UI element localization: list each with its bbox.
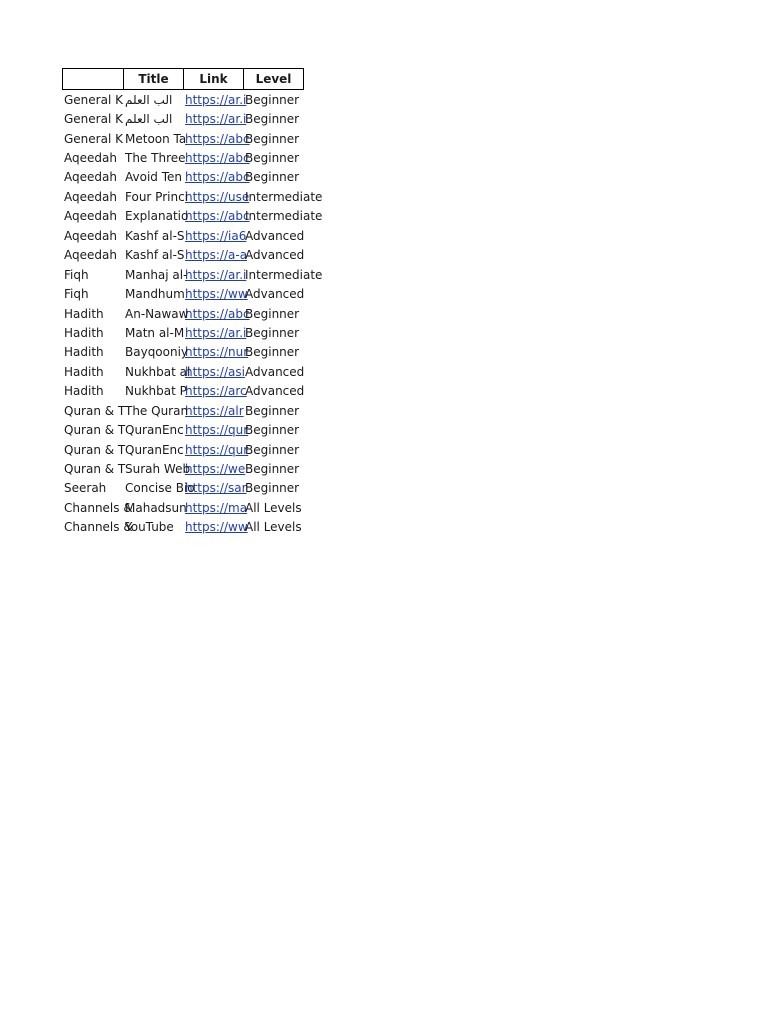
link-cell <box>183 148 250 167</box>
title-cell: Nukhbat P <box>125 384 187 399</box>
resource-link[interactable]: https://alr <box>185 403 244 418</box>
link-cell <box>183 90 247 109</box>
level-cell: Advanced <box>245 248 305 263</box>
table-row <box>62 362 304 381</box>
link-cell <box>183 187 250 206</box>
level-cell: Intermediate <box>245 189 323 204</box>
link-cell <box>183 420 249 439</box>
link-cell <box>183 362 243 381</box>
table-row <box>62 440 304 459</box>
level-cell: Beginner <box>245 345 300 360</box>
link-cell <box>183 129 250 148</box>
header-level: Level <box>243 68 304 90</box>
spreadsheet-table <box>62 68 323 537</box>
category-cell: Aqeedah <box>64 248 117 263</box>
title-cell: Surah Web <box>125 462 191 477</box>
table-row <box>62 187 323 206</box>
table-row <box>62 498 304 517</box>
resource-link[interactable]: https://qur <box>185 442 249 457</box>
title-cell: Avoid Ten <box>125 170 182 185</box>
title-cell: Manhaj al- <box>125 267 188 282</box>
table-row <box>62 518 304 537</box>
title-cell: QuranEnc <box>125 442 184 457</box>
title-cell: الب العلم <box>125 92 173 107</box>
table-row <box>62 168 304 187</box>
category-cell: Quran & T <box>64 403 126 418</box>
resource-link[interactable]: https://ar.i <box>185 92 247 107</box>
category-cell: Aqeedah <box>64 228 117 243</box>
category-cell: Hadith <box>64 325 104 340</box>
link-cell <box>183 226 247 245</box>
title-cell: The Three <box>125 151 186 166</box>
header-link: Link <box>183 68 243 90</box>
level-cell: All Levels <box>245 500 302 515</box>
level-cell: Intermediate <box>245 267 323 282</box>
level-cell: Advanced <box>245 364 305 379</box>
link-cell <box>183 440 249 459</box>
link-cell <box>183 323 247 342</box>
resource-link[interactable]: https://ia6 <box>185 228 247 243</box>
resource-link[interactable]: https://use <box>185 189 250 204</box>
link-cell <box>183 246 248 265</box>
link-cell <box>183 265 247 284</box>
category-cell: Channels & <box>64 520 133 535</box>
resource-link[interactable]: https://abc <box>185 151 250 166</box>
category-cell: Fiqh <box>64 267 89 282</box>
table-row <box>62 129 304 148</box>
category-cell: Quran & T <box>64 423 126 438</box>
level-cell: Intermediate <box>245 209 323 224</box>
resource-link[interactable]: https://abc <box>185 170 250 185</box>
title-cell: Matn al-M <box>125 325 185 340</box>
link-cell <box>183 518 248 537</box>
level-cell: Beginner <box>245 92 300 107</box>
link-cell <box>183 284 248 303</box>
title-cell: Metoon Ta <box>125 131 187 146</box>
table-row <box>62 148 304 167</box>
resource-link[interactable]: https://sar <box>185 481 247 496</box>
title-cell: الب العلم <box>125 112 173 127</box>
link-cell <box>183 343 249 362</box>
table-row <box>62 226 304 245</box>
title-cell: Kashf al-S <box>125 248 185 263</box>
level-cell: Beginner <box>245 423 300 438</box>
category-cell: Quran & T <box>64 442 126 457</box>
category-cell: Aqeedah <box>64 189 117 204</box>
link-cell <box>183 168 250 187</box>
header-category <box>62 68 123 90</box>
title-cell: An-Nawaw <box>125 306 189 321</box>
table-row <box>62 109 304 128</box>
link-cell <box>183 304 250 323</box>
category-cell: Hadith <box>64 364 104 379</box>
title-cell: Mahadsun <box>125 500 187 515</box>
resource-link[interactable]: https://arc <box>185 384 247 399</box>
title-cell: Kashf al-S <box>125 228 185 243</box>
level-cell: Beginner <box>245 151 300 166</box>
category-cell: Quran & T <box>64 462 126 477</box>
category-cell: General K <box>64 92 123 107</box>
table-row <box>62 304 304 323</box>
table-row <box>62 420 304 439</box>
title-cell: QuranEnc <box>125 423 184 438</box>
link-cell <box>183 498 248 517</box>
table-row <box>62 382 304 401</box>
table-row <box>62 207 323 226</box>
category-cell: Aqeedah <box>64 209 117 224</box>
level-cell: Advanced <box>245 228 305 243</box>
table-row <box>62 459 304 478</box>
title-cell: YouTube <box>125 520 174 535</box>
level-cell: Beginner <box>245 131 300 146</box>
title-cell: Four Princi <box>125 189 188 204</box>
category-cell: Hadith <box>64 345 104 360</box>
category-cell: General K <box>64 131 123 146</box>
table-row <box>62 284 304 303</box>
title-cell: Nukhbat al <box>125 364 191 379</box>
level-cell: Beginner <box>245 306 300 321</box>
resource-link[interactable]: https://nur <box>185 345 249 360</box>
level-cell: Beginner <box>245 112 300 127</box>
level-cell: Advanced <box>245 384 305 399</box>
title-cell: Bayqooniy <box>125 345 189 360</box>
link-cell <box>183 207 250 226</box>
level-cell: Beginner <box>245 481 300 496</box>
category-cell: Hadith <box>64 306 104 321</box>
title-cell: Explanatio <box>125 209 189 224</box>
resource-link[interactable]: https://ww <box>185 520 248 535</box>
link-cell <box>183 401 243 420</box>
resource-link[interactable]: https://ar.i <box>185 325 247 340</box>
resource-link[interactable]: https://asi <box>185 364 245 379</box>
resource-link[interactable]: https://we <box>185 462 246 477</box>
category-cell: Hadith <box>64 384 104 399</box>
title-cell: The Quran <box>125 403 189 418</box>
resource-link[interactable]: https://abc <box>185 131 250 146</box>
resource-link[interactable]: https://ar.i <box>185 112 247 127</box>
category-cell: Fiqh <box>64 287 89 302</box>
resource-link[interactable]: https://ww <box>185 287 248 302</box>
header-title: Title <box>123 68 183 90</box>
header-row <box>62 68 304 90</box>
link-cell <box>183 382 247 401</box>
resource-link[interactable]: https://qur <box>185 423 249 438</box>
link-cell <box>183 109 247 128</box>
table-row <box>62 246 304 265</box>
table-row <box>62 323 304 342</box>
category-cell: Aqeedah <box>64 170 117 185</box>
table-row <box>62 479 304 498</box>
level-cell: Beginner <box>245 462 300 477</box>
link-cell <box>183 459 246 478</box>
title-cell: Concise Bio <box>125 481 195 496</box>
resource-link[interactable]: https://ma <box>185 500 248 515</box>
level-cell: Advanced <box>245 287 305 302</box>
level-cell: Beginner <box>245 403 300 418</box>
resource-link[interactable]: https://abc <box>185 306 250 321</box>
level-cell: Beginner <box>245 442 300 457</box>
category-cell: Aqeedah <box>64 151 117 166</box>
title-cell: Mandhum <box>125 287 185 302</box>
table-row <box>62 265 323 284</box>
category-cell: General K <box>64 112 123 127</box>
level-cell: Beginner <box>245 170 300 185</box>
table-row <box>62 401 304 420</box>
resource-link[interactable]: https://a-a <box>185 248 248 263</box>
level-cell: Beginner <box>245 325 300 340</box>
resource-link[interactable]: https://abc <box>185 209 250 224</box>
table-body <box>62 90 323 537</box>
table-row <box>62 343 304 362</box>
level-cell: All Levels <box>245 520 302 535</box>
category-cell: Seerah <box>64 481 107 496</box>
table-row <box>62 90 304 109</box>
resource-link[interactable]: https://ar.i <box>185 267 247 282</box>
category-cell: Channels & <box>64 500 133 515</box>
